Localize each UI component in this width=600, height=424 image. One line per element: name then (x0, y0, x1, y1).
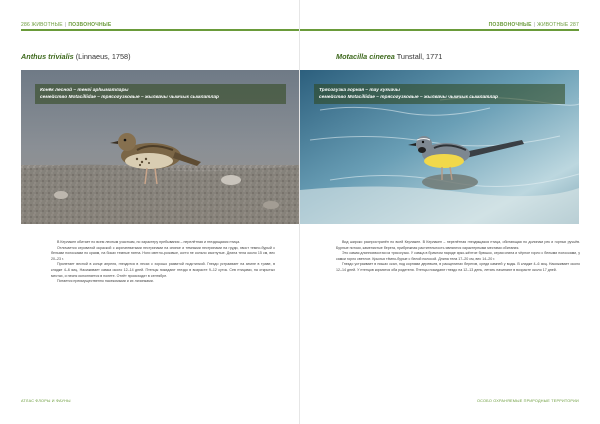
header-separator: | (533, 22, 536, 28)
species-description (336, 240, 580, 274)
scientific-name: Motacilla cinerea (336, 52, 395, 61)
page-number: 286 (21, 22, 30, 28)
right-running-header (489, 22, 579, 28)
species-title (336, 52, 442, 61)
right-footer: ОСОБО ОХРАНЯЕМЫЕ ПРИРОДНЫЕ ТЕРРИТОРИИ (477, 399, 579, 403)
species-author: (Linnaeus, 1758) (75, 52, 131, 61)
description-paragraph: Прилетает весной в конце апреля, гнездится в лесах с хорошо развитой подстилкой. Гнездо устраивает на земле в траве, в кладке 4–6 яиц. Насиживает самка около 12–14 дней. Птенцы покидают гнездо в возрасте 9–12 суток. Сев птицами, на открытых местах, и песня исполняется в полете. Отлёт происходит в сентябре. (51, 262, 275, 278)
scientific-name: Anthus trivialis (21, 52, 74, 61)
species-author: Tunstall, 1771 (396, 52, 443, 61)
species-photo (300, 70, 579, 224)
description-paragraph: Питается преимущественно насекомыми и их личинками. (57, 279, 154, 284)
section-label: ЖИВОТНЫЕ (31, 22, 63, 28)
subsection-label: ПОЗВОНОЧНЫЕ (68, 22, 112, 28)
description-paragraph: В Керлакен обитает по всем лесным участкам, по характеру пребывания – перелётная и гнездящаяся птица. (57, 240, 241, 244)
caption-common-name: Трясогузка горная – тау кукчачы (319, 88, 400, 93)
caption-family: семейство Motacillidae – трясогузковые – жылвачы чымчык сымлатлар (40, 95, 219, 100)
photo-caption (35, 84, 286, 104)
left-footer: АТЛАС ФЛОРЫ И ФАУНЫ (21, 399, 71, 403)
header-separator: | (64, 22, 67, 28)
description-paragraph: Отличается сероватой окраской с коричневатыми пестринами на спинке и темными пестринами на груди, хвост темно-бурый с белыми полосками по краям, на боках темные пятна. Ноги светло-розовые, когти не сильно изогнутые. Длина тела около 15 см, вес 20–23 г. (51, 245, 275, 261)
photo-caption (314, 84, 565, 104)
description-paragraph: Гнездо устраивает в нишах скал, под корнями деревьев, в расщелинах берегов, среди камней у воды. В кладке 4–6 яиц. Насиживает около 12–14 дней. У птенцов кормятся оба родителя. Птенцы покидают гнездо на 12–13 день, летать начинают в возрасте около 17 дней. (336, 262, 580, 272)
species-photo (21, 70, 300, 224)
subsection-label: ПОЗВОНОЧНЫЕ (488, 22, 532, 28)
description-paragraph: Вид широко распространён по всей Керлакен. В Керлакен – перелётная гнездящаяся птица, обитающая по долинам рек и горных ручьёв. Бурные потоки, каменистые берега, прибрежная растительность являются характерными местами обитания. (336, 240, 580, 250)
left-running-header (21, 22, 111, 28)
caption-family: семейство Motacillidae – трясогузковые – жылвачы чымчык сымлатлар (319, 95, 498, 100)
page-number: 287 (570, 22, 579, 28)
caption-common-name: Конёк лесной – төнгі арһыматлары (40, 88, 129, 93)
description-paragraph: Это самая длиннохвостая из трясогузок. У самца в брачном наряде ярко-жёлтое брюшко, серая спина и чёрное горло с белыми полосками, у самки горло светлое. Крылья тёмно-бурые с белой полосой. Длина тела 17–20 см, вес 14–20 г. (336, 251, 580, 261)
species-description (51, 240, 275, 285)
section-label: ЖИВОТНЫЕ (537, 22, 569, 28)
species-title (21, 52, 131, 61)
header-rule (300, 29, 579, 31)
right-page (300, 0, 600, 424)
header-rule (21, 29, 300, 31)
